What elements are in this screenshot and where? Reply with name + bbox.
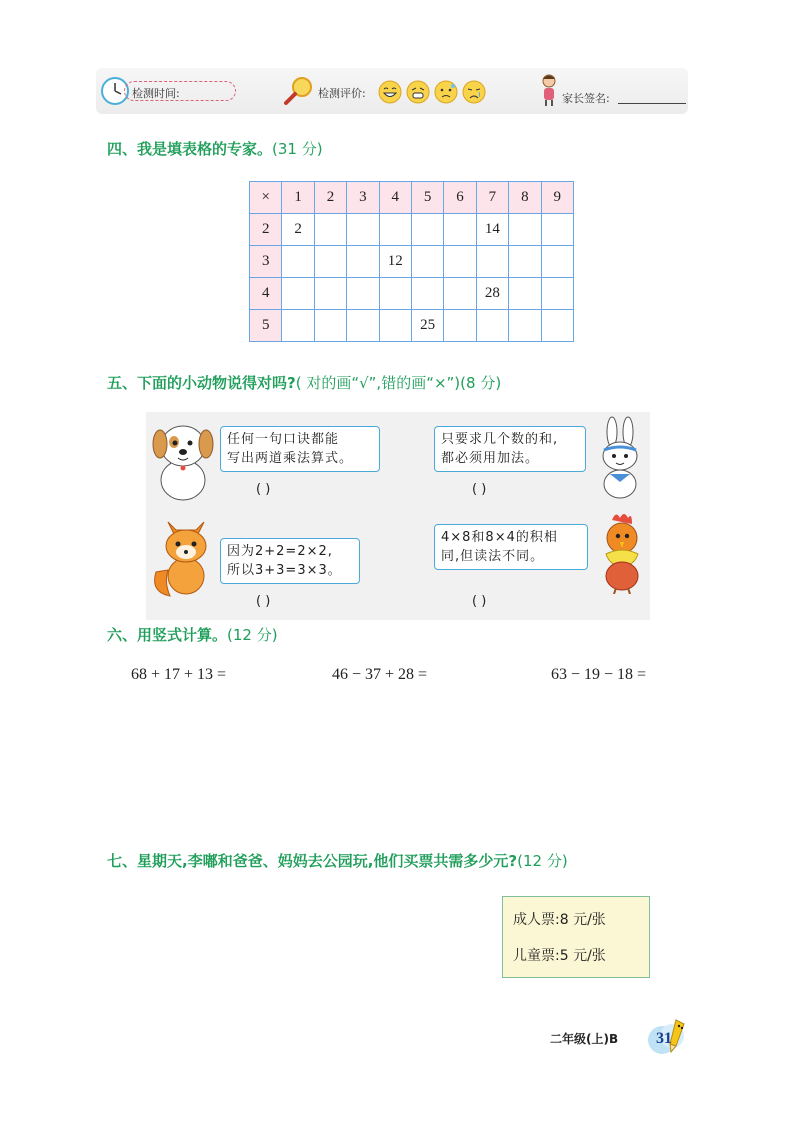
table-cell[interactable] <box>379 278 411 310</box>
table-header-row <box>250 182 574 214</box>
table-row-head-cell: 2 <box>250 214 282 246</box>
table-cell[interactable] <box>444 278 476 310</box>
multiplication-table <box>249 181 574 342</box>
rabbit-icon <box>592 416 648 502</box>
section6-title <box>107 624 278 645</box>
table-cell[interactable] <box>476 310 508 342</box>
table-cell[interactable] <box>411 246 443 278</box>
grade-label: 二年级(上)B <box>550 1032 619 1046</box>
adult-ticket-price: 成人票:8 元/张 <box>513 912 606 928</box>
table-cell[interactable] <box>347 246 379 278</box>
table-cell[interactable] <box>509 214 541 246</box>
section7-points: (12 分) <box>517 852 568 870</box>
expression-3: 63 − 19 − 18 = <box>551 666 647 683</box>
table-cell: 14 <box>476 214 508 246</box>
table-cell: 2 <box>282 214 314 246</box>
table-corner-cell: × <box>250 182 282 214</box>
table-cell: 12 <box>379 246 411 278</box>
answer-paren-4[interactable]: ( ) <box>472 594 487 609</box>
time-label: 检测时间: <box>132 87 180 100</box>
section4-title <box>107 138 323 159</box>
table-header-cell: 6 <box>444 182 476 214</box>
table-cell[interactable] <box>314 246 346 278</box>
table-cell[interactable] <box>314 214 346 246</box>
expression-2: 46 − 37 + 28 = <box>332 666 428 683</box>
parent-signature-label: 家长签名: <box>562 92 610 105</box>
fox-icon <box>150 512 216 598</box>
statement-bubble-4 <box>434 524 588 570</box>
table-cell[interactable] <box>282 246 314 278</box>
table-cell[interactable] <box>347 310 379 342</box>
table-header-cell: 2 <box>314 182 346 214</box>
table-cell[interactable] <box>444 310 476 342</box>
table-header-cell: 5 <box>411 182 443 214</box>
table-row-head-cell: 4 <box>250 278 282 310</box>
table-cell[interactable] <box>444 214 476 246</box>
expression-1: 68 + 17 + 13 = <box>131 666 227 683</box>
section7-title-text: 七、星期天,李嘟和爸爸、妈妈去公园玩,他们买票共需多少元? <box>107 852 518 870</box>
table-cell[interactable] <box>314 278 346 310</box>
table-cell[interactable] <box>509 246 541 278</box>
statement-bubble-1 <box>220 426 380 472</box>
statement-bubble-2 <box>434 426 586 472</box>
page-number: 31 <box>656 1030 672 1047</box>
table-row <box>250 278 574 310</box>
section5-title <box>107 372 501 393</box>
table-row <box>250 246 574 278</box>
table-cell[interactable] <box>541 214 573 246</box>
table-cell[interactable] <box>476 246 508 278</box>
magnifier-icon <box>282 74 316 108</box>
table-cell: 28 <box>476 278 508 310</box>
section6-points: (12 分) <box>227 626 278 644</box>
table-header-cell: 8 <box>509 182 541 214</box>
answer-paren-3[interactable]: ( ) <box>256 594 271 609</box>
section5-points: ( 对的画“√”,错的画“×”)(8 分) <box>295 374 502 392</box>
rooster-icon <box>594 510 648 594</box>
table-cell[interactable] <box>444 246 476 278</box>
header-strip <box>96 68 688 114</box>
statement-4-line2: 同,但读法不同。 <box>441 549 545 564</box>
statement-3-line2: 所以3+3=3×3。 <box>227 563 342 578</box>
statement-1-line1: 任何一句口诀都能 <box>227 432 340 447</box>
child-icon <box>538 72 560 108</box>
section7-title <box>107 850 568 871</box>
section5-title-text: 五、下面的小动物说得对吗? <box>107 374 296 392</box>
child-ticket-price: 儿童票:5 元/张 <box>513 948 606 964</box>
statement-2-line2: 都必须用加法。 <box>441 451 540 466</box>
table-cell[interactable] <box>282 278 314 310</box>
statement-1-line2: 写出两道乘法算式。 <box>227 451 354 466</box>
table-cell[interactable] <box>379 310 411 342</box>
table-cell: 25 <box>411 310 443 342</box>
table-header-cell: 7 <box>476 182 508 214</box>
table-row-head-cell: 5 <box>250 310 282 342</box>
table-cell[interactable] <box>347 278 379 310</box>
cry-face-icon[interactable] <box>462 80 486 104</box>
table-row <box>250 310 574 342</box>
table-row-head-cell: 3 <box>250 246 282 278</box>
table-cell[interactable] <box>541 278 573 310</box>
laugh-face-icon[interactable] <box>406 80 430 104</box>
table-cell[interactable] <box>509 278 541 310</box>
table-header-cell: 4 <box>379 182 411 214</box>
table-cell[interactable] <box>347 214 379 246</box>
table-cell[interactable] <box>411 214 443 246</box>
table-header-cell: 3 <box>347 182 379 214</box>
table-cell[interactable] <box>541 246 573 278</box>
table-cell[interactable] <box>282 310 314 342</box>
answer-paren-1[interactable]: ( ) <box>256 482 271 497</box>
table-row <box>250 214 574 246</box>
table-cell[interactable] <box>314 310 346 342</box>
section4-title-text: 四、我是填表格的专家。 <box>107 140 273 158</box>
animal-statement-panel <box>146 412 650 620</box>
table-cell[interactable] <box>379 214 411 246</box>
worried-face-icon[interactable] <box>434 80 458 104</box>
section6-title-text: 六、用竖式计算。 <box>107 626 228 644</box>
eval-label: 检测评价: <box>318 87 366 100</box>
statement-bubble-3 <box>220 538 360 584</box>
table-cell[interactable] <box>411 278 443 310</box>
answer-paren-2[interactable]: ( ) <box>472 482 487 497</box>
signature-line[interactable] <box>618 103 686 104</box>
statement-4-line1: 4×8和8×4的积相 <box>441 530 558 545</box>
statement-2-line1: 只要求几个数的和, <box>441 432 559 447</box>
dog-icon <box>150 418 216 502</box>
ticket-price-box <box>502 896 650 978</box>
table-cell[interactable] <box>541 310 573 342</box>
statement-3-line1: 因为2+2=2×2, <box>227 544 333 559</box>
table-header-cell: 9 <box>541 182 573 214</box>
section4-points: (31 分) <box>272 140 323 158</box>
table-cell[interactable] <box>509 310 541 342</box>
table-header-cell: 1 <box>282 182 314 214</box>
grin-face-icon[interactable] <box>378 80 402 104</box>
